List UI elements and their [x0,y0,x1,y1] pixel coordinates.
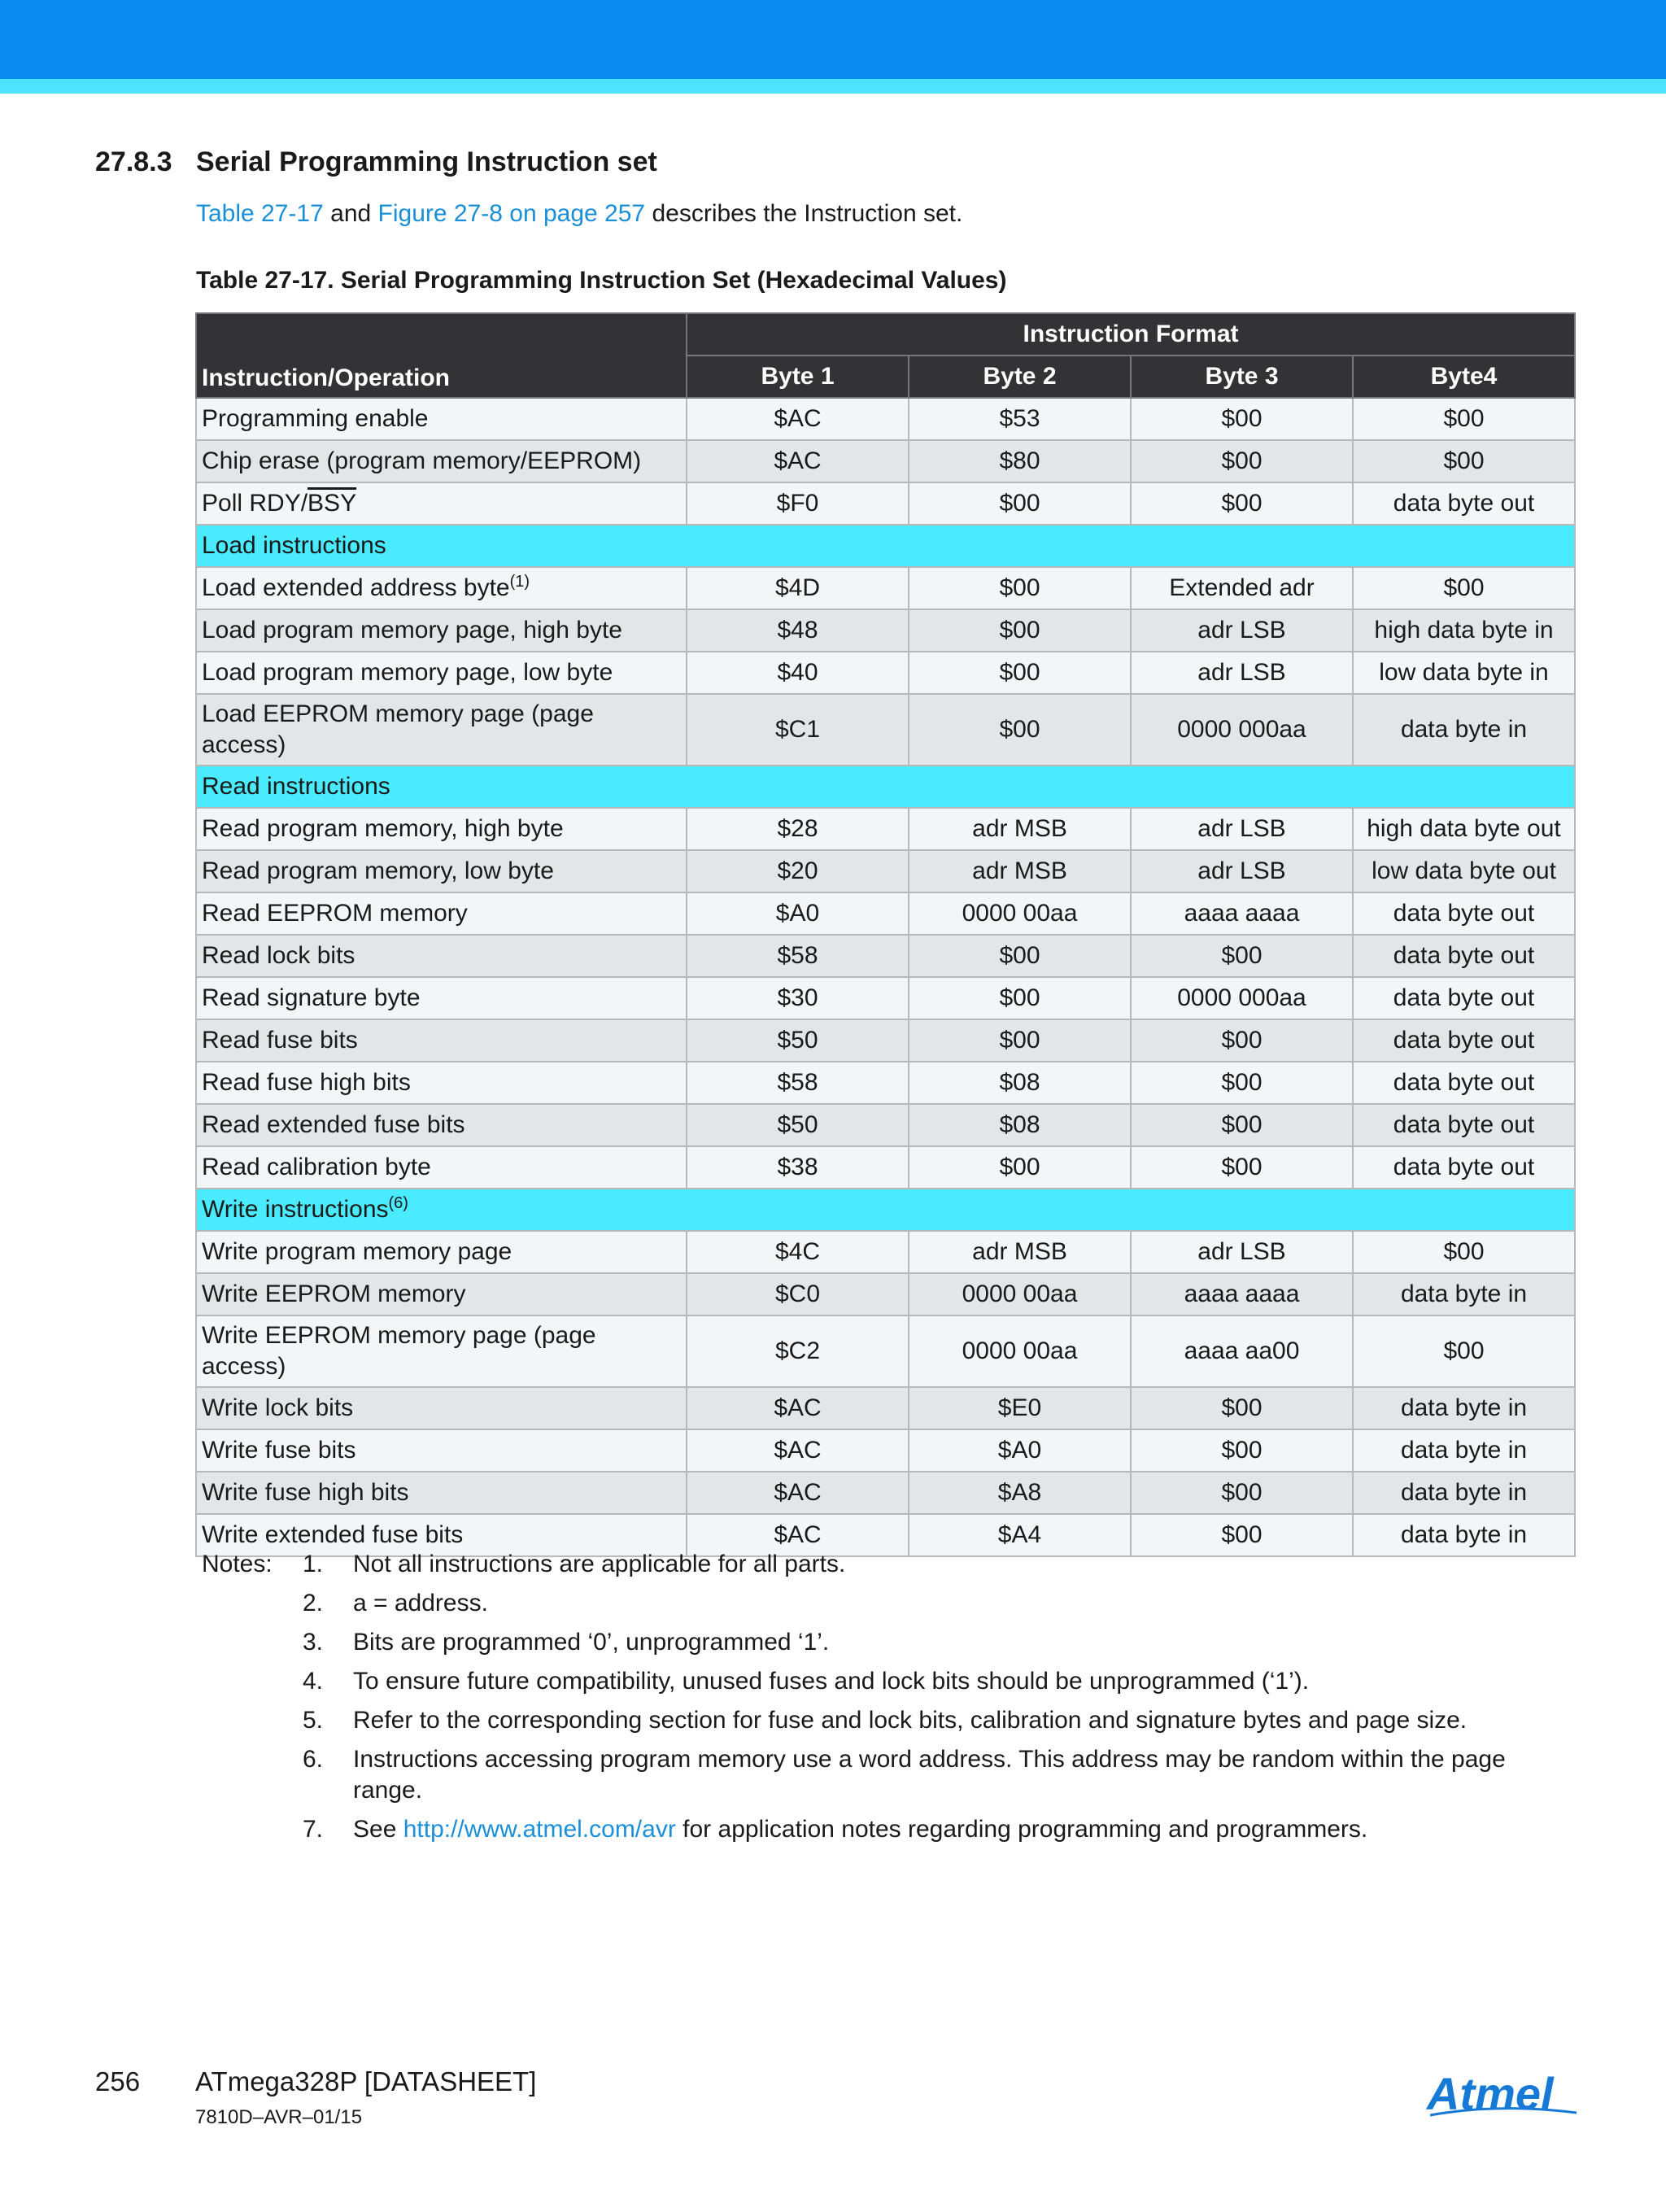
table-row [196,892,1575,935]
cell-byte1: $30 [687,977,909,1019]
cell-byte3: 0000 000aa [1131,694,1353,766]
table-row [196,398,1575,440]
cell-operation [196,1429,687,1472]
cell-byte3: $00 [1131,1472,1353,1514]
operation-text: Read program memory, high byte [202,815,564,842]
cell-byte2: $08 [909,1062,1131,1104]
cell-byte1: $58 [687,935,909,977]
operation-line1: Load EEPROM memory page (page [202,700,594,727]
cell-byte1: $A0 [687,892,909,935]
operation-text: Load extended address byte [202,574,510,601]
note-item [303,1744,1572,1806]
operation-text: Read program memory, low byte [202,857,554,884]
operation-text: Programming enable [202,405,429,432]
table-row [196,1472,1575,1514]
table-row [196,482,1575,525]
operation-line2: access) [202,731,286,758]
cell-byte3: aaaa aa00 [1131,1315,1353,1387]
section-title: Serial Programming Instruction set [196,146,657,177]
cell-byte3: $00 [1131,935,1353,977]
note-number: 3. [303,1629,324,1656]
atmel-avr-link[interactable]: http://www.atmel.com/avr [403,1816,676,1843]
footnote-ref: (1) [509,573,530,591]
cell-byte1: $C2 [687,1315,909,1387]
note-text: Not all instructions are applicable for all parts. [353,1551,846,1577]
cell-operation [196,808,687,850]
cell-byte2: $08 [909,1104,1131,1146]
cell-byte2: $00 [909,1019,1131,1062]
cell-byte1: $48 [687,609,909,652]
table-row [196,808,1575,850]
cell-operation [196,652,687,694]
cell-byte2: $53 [909,398,1131,440]
cell-byte2: 0000 00aa [909,1315,1131,1387]
cell-byte1: $50 [687,1104,909,1146]
cell-byte2: $E0 [909,1387,1131,1429]
operation-text: Read calibration byte [202,1154,431,1180]
cell-byte2: adr MSB [909,1231,1131,1273]
table-group-row [196,525,1575,567]
cell-byte3: Extended adr [1131,567,1353,609]
note-item [303,1814,1572,1845]
notes-label: Notes: [202,1551,273,1577]
cell-byte2: 0000 00aa [909,892,1131,935]
cell-byte3: aaaa aaaa [1131,1273,1353,1315]
page-number: 256 [95,2066,141,2096]
cell-byte2: $A8 [909,1472,1131,1514]
operation-line2: access) [202,1353,286,1380]
table-row [196,1062,1575,1104]
operation-text: Write EEPROM memory [202,1281,466,1307]
operation-text: Write program memory page [202,1238,512,1265]
table-row [196,1315,1575,1387]
cell-byte4: low data byte in [1353,652,1575,694]
table-row [196,1387,1575,1429]
table-caption: Table 27-17. Serial Programming Instruction Set (Hexadecimal Values) [196,267,1007,294]
table-row [196,977,1575,1019]
note-item [303,1627,1572,1658]
group-label-text: Read instructions [202,773,390,800]
cell-byte4: data byte in [1353,1387,1575,1429]
cell-byte4: $00 [1353,567,1575,609]
cell-byte2: $00 [909,935,1131,977]
cell-byte2: $A0 [909,1429,1131,1472]
note-item [303,1588,1572,1619]
cell-byte3: adr LSB [1131,850,1353,892]
cell-byte3: aaaa aaaa [1131,892,1353,935]
table-row [196,1429,1575,1472]
cell-byte2: $80 [909,440,1131,482]
operation-text: Read lock bits [202,942,355,969]
cell-byte1: $AC [687,1472,909,1514]
note-number: 1. [303,1551,324,1577]
note-number: 4. [303,1668,324,1695]
atmel-logo [1425,2070,1580,2119]
cell-byte4: data byte in [1353,1273,1575,1315]
note-text: Instructions accessing program memory use a word address. This address may be random within the page range. [353,1746,1506,1804]
cell-operation [196,1315,687,1387]
group-label [196,525,1575,567]
operation-line1: Write EEPROM memory page (page [202,1322,596,1349]
cell-byte3: adr LSB [1131,1231,1353,1273]
header-byte1: Byte 1 [687,356,909,398]
header-byte4: Byte4 [1353,356,1575,398]
cell-byte1: $AC [687,1429,909,1472]
note-number: 2. [303,1590,324,1616]
cell-operation [196,1231,687,1273]
note-text [353,1814,1572,1845]
cell-byte3: 0000 000aa [1131,977,1353,1019]
operation-text: Load program memory page, high byte [202,617,622,644]
group-label-text: Write instructions [202,1196,389,1223]
table-row [196,1019,1575,1062]
cell-byte1: $58 [687,1062,909,1104]
cell-byte2: $00 [909,609,1131,652]
cell-byte1: $AC [687,440,909,482]
operation-text: Read fuse bits [202,1027,358,1054]
table-row [196,935,1575,977]
table-row [196,1231,1575,1273]
note-text-suffix: for application notes regarding programming and programmers. [675,1816,1368,1843]
cell-byte4: data byte out [1353,1146,1575,1189]
cell-operation [196,1146,687,1189]
group-label-text: Load instructions [202,532,386,559]
cell-byte4: high data byte out [1353,808,1575,850]
table-body [196,398,1575,1556]
atmel-logo-text: Atmel [1427,2070,1554,2119]
cell-byte3: $00 [1131,1429,1353,1472]
cell-byte3: $00 [1131,1146,1353,1189]
cell-byte4: $00 [1353,440,1575,482]
cell-byte4: data byte out [1353,935,1575,977]
cell-operation [196,850,687,892]
cell-byte3: $00 [1131,1104,1353,1146]
cell-byte2: $00 [909,652,1131,694]
table-group-row [196,766,1575,808]
table-row [196,850,1575,892]
cell-byte1: $38 [687,1146,909,1189]
header-band [0,0,1666,79]
cell-operation [196,1019,687,1062]
cell-byte3: $00 [1131,1062,1353,1104]
cell-byte1: $AC [687,1387,909,1429]
table-row [196,1146,1575,1189]
operation-overline-text: $\overline{BSY}$ [307,490,357,517]
cell-byte3: $00 [1131,1019,1353,1062]
cell-byte2: $00 [909,482,1131,525]
table-row [196,440,1575,482]
cell-byte4: data byte in [1353,694,1575,766]
cell-byte4: low data byte out [1353,850,1575,892]
table-reference-link[interactable]: Table 27-17 [196,200,324,227]
cell-operation [196,892,687,935]
intro-and: and [323,200,378,227]
cell-byte4: data byte in [1353,1472,1575,1514]
cell-byte1: $28 [687,808,909,850]
cell-operation [196,398,687,440]
section-heading [95,146,657,178]
cell-byte4: data byte out [1353,892,1575,935]
cell-byte4: data byte out [1353,1104,1575,1146]
cell-operation [196,1472,687,1514]
header-stripe [0,79,1666,94]
cell-byte2: 0000 00aa [909,1273,1131,1315]
cell-byte4: data byte out [1353,482,1575,525]
note-item [303,1549,1572,1580]
note-text: To ensure future compatibility, unused fuses and lock bits should be unprogrammed (‘1’). [353,1668,1310,1695]
cell-byte4: $00 [1353,398,1575,440]
cell-operation [196,567,687,609]
header-byte3: Byte 3 [1131,356,1353,398]
header-instruction-format: Instruction Format [687,313,1575,356]
table-row [196,1273,1575,1315]
cell-byte2: $A4 [909,1514,1131,1556]
operation-text: Read signature byte [202,984,421,1011]
cell-byte1: $F0 [687,482,909,525]
document-code: 7810D–AVR–01/15 [195,2106,363,2128]
intro-rest: describes the Instruction set. [645,200,963,227]
operation-text: Write extended fuse bits [202,1521,464,1548]
operation-text: Write lock bits [202,1394,354,1421]
group-label [196,1189,1575,1231]
table-group-row [196,1189,1575,1231]
section-number: 27.8.3 [95,146,172,177]
cell-byte4: data byte out [1353,1062,1575,1104]
table-row [196,694,1575,766]
figure-reference-link[interactable]: Figure 27-8 on page 257 [377,200,646,227]
cell-byte3: adr LSB [1131,652,1353,694]
cell-byte1: $C0 [687,1273,909,1315]
cell-byte2: $00 [909,1146,1131,1189]
cell-operation [196,1062,687,1104]
operation-text: Poll RDY/ [202,490,308,517]
cell-byte3: adr LSB [1131,609,1353,652]
table-row [196,1104,1575,1146]
note-number: 6. [303,1746,324,1773]
instruction-table [195,312,1576,1557]
group-label [196,766,1575,808]
cell-operation [196,482,687,525]
cell-byte2: $00 [909,694,1131,766]
cell-operation [196,694,687,766]
cell-byte1: $50 [687,1019,909,1062]
operation-text: Write fuse bits [202,1437,356,1464]
cell-byte4: $00 [1353,1231,1575,1273]
cell-operation [196,1104,687,1146]
cell-operation [196,609,687,652]
cell-byte2: adr MSB [909,850,1131,892]
cell-byte3: $00 [1131,482,1353,525]
note-text: Bits are programmed ‘0’, unprogrammed ‘1’. [353,1629,830,1656]
footnote-ref: (6) [388,1194,408,1212]
cell-operation [196,935,687,977]
intro-paragraph [196,200,962,228]
cell-byte3: $00 [1131,1387,1353,1429]
note-text: a = address. [353,1590,488,1616]
cell-byte1: $20 [687,850,909,892]
header-instruction-operation: Instruction/Operation [196,313,687,398]
cell-byte4: data byte in [1353,1514,1575,1556]
table-row [196,567,1575,609]
operation-text: Read fuse high bits [202,1069,411,1096]
cell-byte2: adr MSB [909,808,1131,850]
cell-byte4: $00 [1353,1315,1575,1387]
cell-byte4: data byte out [1353,977,1575,1019]
table-row [196,652,1575,694]
cell-byte3: $00 [1131,1514,1353,1556]
note-text: Refer to the corresponding section for fuse and lock bits, calibration and signature bytes and page size. [353,1707,1468,1734]
cell-operation [196,440,687,482]
cell-byte1: $40 [687,652,909,694]
cell-byte3: $00 [1131,440,1353,482]
operation-text: Chip erase (program memory/EEPROM) [202,447,642,474]
cell-byte1: $4C [687,1231,909,1273]
note-number: 7. [303,1816,324,1843]
cell-operation [196,1273,687,1315]
document-title: ATmega328P [DATASHEET] [195,2066,537,2096]
note-number: 5. [303,1707,324,1734]
header-byte2: Byte 2 [909,356,1131,398]
cell-byte1: $AC [687,1514,909,1556]
note-text-prefix: See [353,1816,403,1843]
cell-byte4: high data byte in [1353,609,1575,652]
cell-byte1: $AC [687,398,909,440]
note-item [303,1705,1572,1736]
note-item [303,1666,1572,1697]
cell-byte3: $00 [1131,398,1353,440]
cell-byte3: adr LSB [1131,808,1353,850]
cell-operation [196,977,687,1019]
table-row [196,609,1575,652]
operation-text: Read EEPROM memory [202,900,468,927]
operation-text: Write fuse high bits [202,1479,409,1506]
cell-byte4: data byte out [1353,1019,1575,1062]
cell-byte2: $00 [909,977,1131,1019]
cell-byte2: $00 [909,567,1131,609]
operation-text: Load program memory page, low byte [202,659,613,686]
cell-byte4: data byte in [1353,1429,1575,1472]
cell-byte1: $4D [687,567,909,609]
cell-operation [196,1387,687,1429]
cell-byte1: $C1 [687,694,909,766]
operation-text: Read extended fuse bits [202,1111,465,1138]
